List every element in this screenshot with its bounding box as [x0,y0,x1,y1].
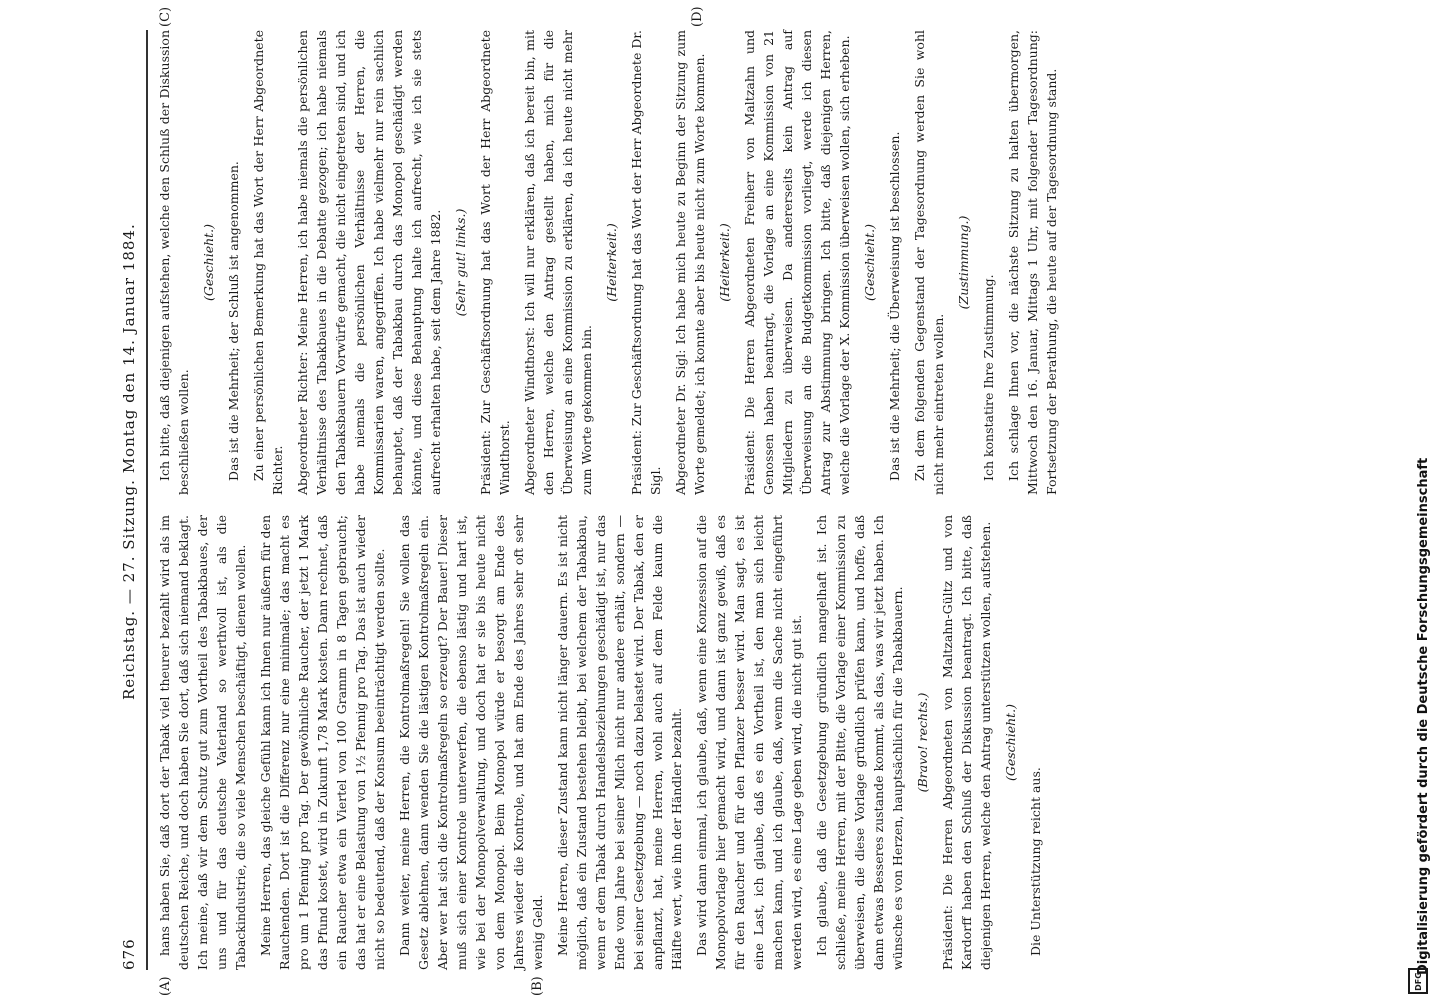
funding-credit: Digitalisierung gefördert durch die Deutsche Forschungsgemeinschaft [1416,457,1431,975]
president-statement: Präsident: Zur Geschäftsordnung hat das Wort der Herr Abgeordnete Dr. Sigl. [629,30,663,495]
right-paragraph: Zu einer persönlichen Bemerkung hat das Wort der Herr Abgeordnete Richter. [251,30,285,495]
margin-marker-a: (A) [158,976,173,996]
left-paragraph: Ich glaube, daß die Gesetzgebung gründlich mangelhaft ist. Ich schließe, meine Herren, mit der Bitte, die Vorlage einer Kommission zu überweisen, die diese Vorlage gründlich prüfen kann, und hoffe, daß dann etwas Besseres zustande kommt, als das, was wir jetzt haben. Ich wünsche es von Herzen, hauptsächlich für die Tabakbauern. [814,515,905,970]
left-paragraph: hans haben Sie, daß dort der Tabak viel theurer bezahlt wird als im deutschen Reiche, und doch haben Sie dort, daß sich niemand beklagt. Ich meine, daß wir dem Schutz gut zum Vortheil des Tabakbaues, der uns und für das deutsche Vaterland so werthvoll ist, als die Tabackindustrie, die so viele Menschen beschäftigt, dienen wollen. [157,515,248,970]
stage-note: (Zustimmung.) [956,215,971,310]
left-paragraph: Dann weiter, meine Herren, die Kontrolmaßregeln! Sie wollen das Gesetz ablehnen, dann wenden Sie die lästigen Kontrolmaßregeln ein. Aber wer hat sich die Kontrolmaßregeln so erzeugt? Der Bauer! Dieser muß sich einer Kontrole unterwerfen, die ebenso lästig und hart ist, wie bei der Monopolverwaltung, und doch hat er sie bis heute nicht von dem Monopol. Beim Monopol würde er besorgt am Ende des Jahres wieder die Kontrole, und hat am Ende des Jahres sehr oft sehr wenig Geld. [397,515,545,970]
stage-note: (Geschieht.) [201,223,216,302]
president-statement: Präsident: Die Herren Abgeordneten Freiherr von Maltzahn und Genossen haben beantragt, die Vorlage an eine Kommission von 21 Mitgliedern zu überweisen. Da andererseits kein Antrag auf Überweisung an die Budgetkommission vorliegt, werde ich diesen Antrag zur Abstimmung bringen. Ich bitte, daß diejenigen Herren, welche die Vorlage der X. Kommission überweisen wollen, sich erheben. [742,30,852,495]
stage-note: (Heiterkeit.) [717,223,732,302]
support-line: Die Unterstützung reicht aus. [1028,767,1043,956]
left-paragraph: Meine Herren, das gleiche Gefühl kann ich Ihnen nur äußern für den Rauchenden. Dort ist die Differenz nur eine minimale; das macht es pro um 1 Pfennig pro Tag. Der gewöhnliche Raucher, der jetzt 1 Mark das Pfund kostet, wird in Zukunft 1,78 Mark kosten. Dann rechnet, daß ein Raucher etwa ein Viertel von 100 Gramm in 8 Tagen gebraucht; das hat er eine Belastung von 1½ Pfennig pro Tag. Das ist auch wieder nicht so bedeutend, daß der Konsum beeinträchtigt werden sollte. [258,515,387,970]
right-paragraph: Ich schlage Ihnen vor, die nächste Sitzung zu halten übermorgen, Mittwoch den 16. Januar, Mittags 1 Uhr, mit folgender Tagesordnung: Fortsetzung der Berathung, die heute auf der Tagesordnung stand. [1006,30,1059,495]
right-paragraph: Das ist die Mehrheit; der Schluß ist angenommen. [226,161,241,481]
right-paragraph: Das ist die Mehrheit; die Überweisung ist beschlossen. [887,131,902,481]
speech-windthorst: Abgeordneter Windthorst: Ich will nur erklären, daß ich bereit bin, mit den Herren, welche den Antrag gestellt haben, mich für die Überweisung an eine Kommission zu erklären, da ich heute nicht mehr zum Worte gekommen bin. [522,30,594,495]
page-number: 676 [120,938,138,970]
speech-sigl: Abgeordneter Dr. Sigl: Ich habe mich heute zu Beginn der Sitzung zum Worte gemeldet; ich konnte aber bis heute nicht zum Worte kommen. [673,30,707,495]
support-note: (Geschieht.) [1003,703,1018,782]
stage-note: (Heiterkeit.) [604,223,619,302]
left-column [155,515,1335,970]
dfg-logo-label: DFG [1413,971,1423,991]
left-paragraph: Meine Herren, dieser Zustand kann nicht länger dauern. Es ist nicht möglich, daß ein Zustand bestehen bleibt, bei welchem der Tabakbau, wenn er dem Tabak durch Handelsbeziehungen geschädigt ist, nur das Ende vom Jahre bei seiner Milch nicht nur andere erhält, sondern — bei seiner Gesetzgebung — noch dazu belastet wird. Der Tabak, den er anpflanzt, hat, meine Herren, wohl auch auf dem Felde kaum die Hälfte wert, wie ihn der Händler bezahlt. [555,515,684,970]
dfg-logo-icon [1408,968,1428,994]
margin-marker-c: (C) [158,6,173,27]
right-paragraph: Ich bitte, daß diejenigen aufstehen, welche den Schluß der Diskussion beschließen wollen. [157,30,191,495]
president-statement: Präsident: Zur Geschäftsordnung hat das Wort der Herr Abgeordnete Windthorst. [478,30,512,495]
right-column [155,30,1335,495]
running-title: Reichstag. — 27. Sitzung. Montag den 14. Januar 1884. [120,223,138,700]
stage-note: (Sehr gut! links.) [453,208,468,317]
right-paragraph: Ich konstatire Ihre Zustimmung. [981,274,996,481]
speech-richter: Abgeordneter Richter: Meine Herren, ich habe niemals die persönlichen Verhältnisse des Tabakbaues in die Debatte gezogen; ich habe niemals den Tabaksbauern Vorwürfe gemacht, die nicht eingetreten sind, und ich habe niemals die persönlichen Verhältnisse der Herren, die Kommissarien waren, angegriffen. Ich habe vielmehr nur rein sachlich behauptet, daß der Tabakbau durch das Monopol geschädigt werden könnte, und diese Behauptung halte ich aufrecht, wie ich sie stets aufrecht erhalten habe, seit dem Jahre 1882. [295,30,443,495]
right-paragraph: Zu dem folgenden Gegenstand der Tagesordnung werden Sie wohl nicht mehr eintreten wollen. [912,30,946,495]
president-statement: Präsident: Die Herren Abgeordneten von Maltzahn-Gültz und von Kardorff haben den Schluß der Diskussion beantragt. Ich bitte, daß diejenigen Herren, welche den Antrag unterstützen wollen, aufstehen. [940,515,993,970]
digitization-strip [1404,0,1432,1000]
margin-marker-d: (D) [690,6,705,27]
margin-marker-b: (B) [530,976,545,996]
header-rule [146,30,148,970]
left-paragraph: Das wird dann einmal, ich glaube, daß, wenn eine Konzession auf die Monopolvorlage hier gemacht wird, und dann ist ganz gewiß, daß es für den Raucher und für den Pflanzer besser wird. Man sagt, es ist eine Last, ich glaube, daß es ein Vortheil ist, den man sich leicht machen kann, und ich glaube, daß, wenn die Sache nicht eingeführt werden wird, es eine Lage geben wird, die nicht gut ist. [694,515,804,970]
page-header [120,30,144,970]
applause-note: (Bravo! rechts.) [915,692,930,793]
stage-note: (Geschieht.) [862,223,877,302]
